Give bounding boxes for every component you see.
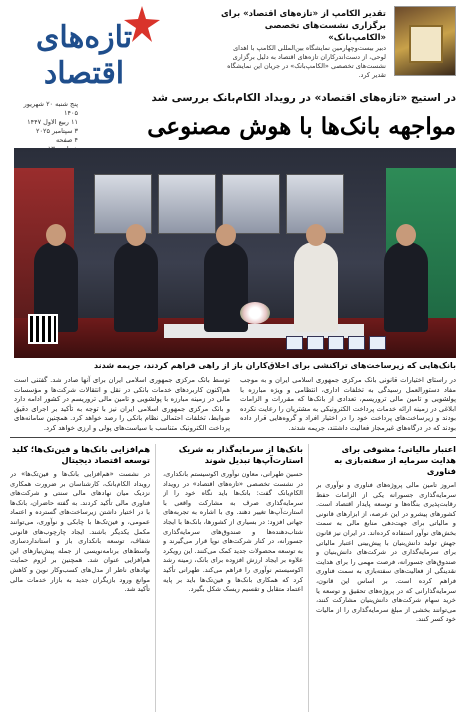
panelist bbox=[114, 242, 158, 332]
plaque-image bbox=[409, 25, 443, 63]
article-title[interactable]: اعتبار مالیاتی؛ مشوقی برای هدایت سرمایه از سفته‌بازی به فناوری bbox=[334, 444, 456, 476]
lead-text-left: توسط بانک مرکزی جمهوری اسلامی ایران برای آنها صادر شد. گفتنی است هم‌اکنون کاربردهای خدمات بانکی در نقل و انتقالات شرکت‌ها و مؤسسات مالی در زمینه مبارزه با پولشویی و تامین مالی تروریسم در کشور ادامه دارد و بانک مرکزی جمهوری اسلامی ایران نیز با توجه به تأکید بر اجرای دقیق ضوابط، تخلفات احتمالی نظام بانکی را رصد خواهد کرد. همچنین سامانه‌های پرداخت الکترونیک متناسب با سیاست‌های پولی و ارزی خواهد کرد. bbox=[14, 376, 230, 432]
article-title[interactable]: بانک‌ها از سرمایه‌گذار به شریک استارت‌آپ‌ها تبدیل شوند bbox=[178, 444, 303, 465]
sponsor-logo bbox=[328, 336, 345, 350]
date-line: ۳ سپتامبر ۲۰۲۵ bbox=[36, 127, 78, 135]
masthead bbox=[0, 0, 466, 91]
divider bbox=[10, 437, 456, 438]
date-line: پنج شنبه ۲۰ شهریور ۱۴۰۵ bbox=[23, 100, 78, 117]
main-headline[interactable]: مواجهه بانک‌ها با هوش مصنوعی bbox=[147, 113, 456, 140]
article-column bbox=[10, 444, 150, 712]
promo-body: دبیر بیست‌وچهارمین نمایشگاه بین‌المللی الکامپ با اهدای لوحی، از دست‌اندرکاران تازه‌های اقتصاد به دلیل برگزاری نشست‌های تخصصی «الکامپ‌بانک» در جریان این نمایشگاه تقدیر کرد. bbox=[227, 44, 386, 79]
sponsor-logo bbox=[348, 336, 365, 350]
column-divider bbox=[308, 444, 309, 712]
photo-caption: بانک‌هایی که زیرساخت‌های تراکنشی برای اخلاق‌کاران باز از راهی فراهم کردند، جریمه شدند bbox=[93, 361, 456, 370]
issue-date-block bbox=[8, 100, 78, 154]
main-photo bbox=[14, 148, 456, 358]
article-column bbox=[163, 444, 303, 712]
promo-title[interactable]: تقدیر الکامپ از «تازه‌های اقتصاد» برای برگزاری نشست‌های تخصصی «الکامپ‌بانک» bbox=[220, 9, 386, 43]
screen bbox=[158, 174, 216, 234]
column-divider bbox=[155, 444, 156, 712]
article-body: در نشست «هم‌افزایی بانک‌ها و فین‌تک‌ها» در رویداد الکام‌بانک، کارشناسان بر ضرورت همکاری نزدیک میان نهادهای مالی سنتی و شرکت‌های فناوری مالی تأکید کردند. به گفته حاضران، بانک‌ها با در اختیار داشتن زیرساخت‌های گسترده و اعتماد عمومی، و فین‌تک‌ها با چابکی و نوآوری، می‌توانند مکمل یکدیگر باشند. ایجاد چارچوب‌های قانونی شفاف، توسعه بانکداری باز و استانداردسازی واسط‌های برنامه‌نویسی از جمله پیش‌نیازهای این هم‌افزایی عنوان شد. همچنین بر لزوم حمایت نهادهای ناظر از مدل‌های کسب‌وکار نوین و کاهش موانع ورود بازیگران جدید به بازار خدمات مالی تأکید شد. bbox=[10, 470, 150, 594]
lead-text-right: در راستای اختیارات قانونی بانک مرکزی جمهوری اسلامی ایران و به موجب مفاد دستورالعمل رسیدگی به تخلفات اداری، انتظامی و ویژه مبارزه با پولشویی و تامین مالی تروریسم، تعدادی از بانک‌ها که مقررات و الزامات ابلاغی در زمینه ارائه خدمات پرداخت الکترونیکی به مشتریان را رعایت نکرده بودند و زیرساخت‌های پرداخت خود را در اختیار افراد و گروه‌هایی قرار داده بودند که در درگاه‌های غیرمجاز فعالیت داشتند، جریمه شدند. bbox=[240, 376, 456, 432]
newspaper-logo[interactable] bbox=[6, 6, 156, 91]
award-photo bbox=[394, 6, 456, 76]
date-line: ۴ صفحه bbox=[55, 136, 78, 144]
screen bbox=[94, 174, 152, 234]
date-line: ۱۱ ربیع الاول ۱۴۴۷ bbox=[27, 118, 78, 126]
flower-arrangement bbox=[240, 302, 270, 324]
article-title[interactable]: هم‌افزایی بانک‌ها و فین‌تک‌ها؛ کلید توسعه اقتصاد دیجیتال bbox=[11, 444, 150, 465]
qr-code-icon[interactable] bbox=[28, 314, 58, 344]
panelist bbox=[384, 242, 428, 332]
article-body: حسین طهرانی، معاون نوآوری اکوسیستم بانکداری، در نشست تخصصی «تازه‌های اقتصاد» در رویداد الکام‌بانک گفت: بانک‌ها باید نگاه خود را از سرمایه‌گذاری صرف به مشارکت واقعی با استارت‌آپ‌ها تغییر دهند. وی با اشاره به تجربه‌های جهانی افزود: در بسیاری از کشورها، بانک‌ها با ایجاد شتاب‌دهنده‌ها و صندوق‌های سرمایه‌گذاری جسورانه، در کنار شرکت‌های نوپا قرار می‌گیرند و به توسعه محصولات جدید کمک می‌کنند. این رویکرد علاوه بر ایجاد ارزش افزوده برای بانک، زمینه رشد اکوسیستم نوآوری را فراهم می‌کند. طهرانی تأکید کرد که همکاری بانک‌ها و فین‌تک‌ها باید بر پایه اعتماد متقابل و تقسیم ریسک شکل بگیرد. bbox=[163, 470, 303, 594]
sponsor-logos bbox=[286, 336, 386, 350]
sponsor-logo bbox=[307, 336, 324, 350]
logo-text: تازه‌های اقتصاد bbox=[35, 20, 133, 91]
panelist bbox=[294, 242, 338, 332]
article-body: امروز تامین مالی پروژه‌های فناوری و نوآوری بر سرمایه‌گذاری جسورانه یکی از الزامات حفظ رقابت‌پذیری بنگاه‌ها و توسعه پایدار اقتصاد است. کشورهای پیشرو در این عرصه، از ابزارهای قانونی و مالیاتی برای جهت‌دهی منابع مالی به سمت بخش‌های نوآور استفاده کرده‌اند. در ایران نیز قانون جهش تولید دانش‌بنیان با پیش‌بینی اعتبار مالیاتی برای سرمایه‌گذاری در شرکت‌های دانش‌بنیان و صندوق‌های جسورانه، فرصت مهمی را برای هدایت نقدینگی از فعالیت‌های سفته‌بازی به سمت فناوری فراهم کرده است. بر اساس این قانون، سرمایه‌گذارانی که در پروژه‌های تحقیق و توسعه یا خرید سهام شرکت‌های دانش‌بنیان مشارکت کنند، می‌توانند بخشی از مبلغ سرمایه‌گذاری را از مالیات خود کسر کنند. bbox=[316, 481, 456, 624]
article-column bbox=[316, 444, 456, 712]
headline-kicker: در استیج «تازه‌های اقتصاد» در رویداد الکام‌بانک بررسی شد bbox=[151, 92, 456, 104]
sponsor-logo bbox=[286, 336, 303, 350]
sponsor-logo bbox=[369, 336, 386, 350]
